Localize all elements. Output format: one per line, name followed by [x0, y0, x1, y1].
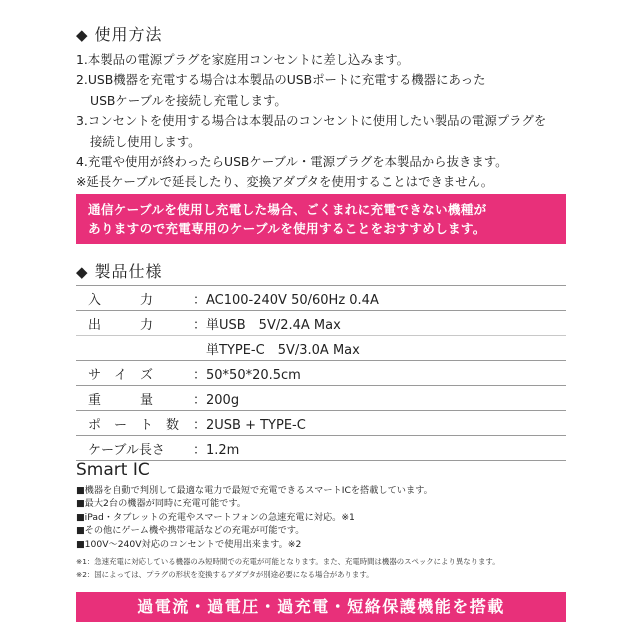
- footnote: ※2：国によっては、プラグの形状を変換するアダプタが別途必要になる場合があります。: [76, 569, 374, 579]
- usage-line: ※延長ケーブルで延長したり、変換アダプタを使用することはできません。: [76, 174, 494, 190]
- feature-item: ■その他にゲーム機や携帯電話などの充電が可能です。: [76, 525, 305, 537]
- diamond-icon: ◆: [76, 26, 89, 44]
- spec-value: ：200g: [193, 392, 240, 408]
- diamond-icon: ◆: [76, 263, 89, 281]
- usage-heading: ◆ 使用方法: [76, 25, 163, 44]
- usage-line: 4.充電や使用が終わったらUSBケーブル・電源プラグを本製品から抜きます。: [76, 154, 508, 170]
- spec-value: ：1.2m: [193, 442, 240, 458]
- feature-item: ■100V〜240V対応のコンセントで使用出来ます。※2: [76, 538, 302, 550]
- spec-row: [76, 436, 566, 461]
- spec-value: ：50*50*20.5cm: [193, 367, 301, 383]
- smart-ic-title: Smart IC: [76, 460, 150, 480]
- usage-instructions: [76, 50, 566, 193]
- protection-banner: 過電流・過電圧・過充電・短絡保護機能を搭載: [76, 592, 566, 622]
- spec-table: [76, 285, 566, 461]
- spec-row: [76, 361, 566, 386]
- spec-label: 入 力: [88, 292, 154, 308]
- spec-row: [76, 311, 566, 336]
- spec-label: 重 量: [88, 392, 154, 408]
- usage-line: 2.USB機器を充電する場合は本製品のUSBポートに充電する機器にあった: [76, 72, 486, 88]
- notice-line: ありますので充電専用のケーブルを使用することをおすすめします。: [88, 221, 486, 236]
- usage-line: USBケーブルを接続し充電します。: [90, 92, 287, 108]
- spec-label: ポ ー ト 数: [88, 417, 180, 433]
- footnotes: [76, 556, 566, 582]
- usage-line: 3.コンセントを使用する場合は本製品のコンセントに使用したい製品の電源プラグを: [76, 113, 547, 129]
- footnote: ※1：急速充電に対応している機器のみ短時間での充電が可能となります。また、充電時間は機器のスペックにより異なります。: [76, 557, 500, 566]
- spec-row: [76, 336, 566, 361]
- spec-value: ：2USB + TYPE-C: [193, 417, 306, 433]
- spec-label: ケーブル長さ: [88, 442, 165, 458]
- usage-line: 接続し使用します。: [90, 133, 201, 149]
- spec-row: [76, 285, 566, 311]
- feature-item: ■機器を自動で判別して最適な電力で最短で充電できるスマートICを搭載しています。: [76, 485, 433, 496]
- spec-label: サ イ ズ: [88, 367, 154, 383]
- spec-value: ：AC100-240V 50/60Hz 0.4A: [193, 292, 379, 308]
- spec-row: [76, 411, 566, 436]
- usage-line: 1.本製品の電源プラグを家庭用コンセントに差し込みます。: [76, 52, 409, 67]
- notice-line: 通信ケーブルを使用し充電した場合、ごくまれに充電できない機種が: [88, 202, 487, 217]
- spec-value: 単TYPE-C 5V/3.0A Max: [193, 342, 360, 358]
- cable-notice-banner: [76, 194, 566, 244]
- feature-item: ■iPad・タブレットの充電やスマートフォンの急速充電に対応。※1: [76, 511, 355, 523]
- spec-value: ：単USB 5V/2.4A Max: [193, 317, 341, 333]
- spec-row: [76, 386, 566, 411]
- specs-heading: ◆ 製品仕様: [76, 262, 163, 281]
- smart-ic-features: [76, 484, 566, 551]
- spec-label: 出 力: [88, 317, 154, 333]
- feature-item: ■最大2台の機器が同時に充電可能です。: [76, 498, 246, 510]
